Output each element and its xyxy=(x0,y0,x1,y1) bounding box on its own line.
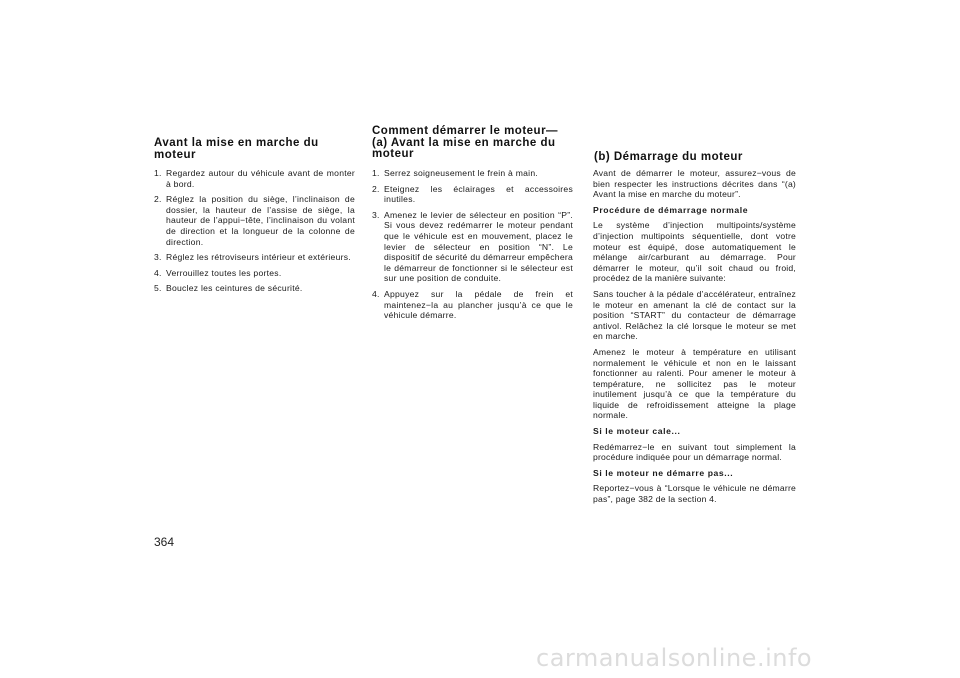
subheading: Si le moteur cale... xyxy=(593,426,681,437)
item-number: 4. xyxy=(372,288,380,299)
subheading: Procédure de démarrage normale xyxy=(593,204,749,215)
list-item xyxy=(154,252,355,263)
heading-line: Avant la mise en marche du xyxy=(154,137,319,149)
item-text: Verrouillez toutes les portes. xyxy=(166,267,282,278)
list-item xyxy=(154,268,355,279)
section-heading xyxy=(372,126,558,161)
paragraph: Le système d’injection multipoints/système d’injection multipoints séquentielle, dont votre moteur est équipé, dose automatiquement le mélange air/carburant au démarrage. Pour démarrer le moteur, qu’il soit chaud ou froid, procédez de la manière suivante: xyxy=(593,220,796,284)
item-number: 3. xyxy=(372,209,380,220)
heading-line: Comment démarrer le moteur— xyxy=(372,125,559,137)
item-text: Serrez soigneusement le frein à main. xyxy=(384,168,538,178)
page-number: 364 xyxy=(154,535,175,549)
heading-line: (a) Avant la mise en marche du xyxy=(372,136,556,149)
paragraph: Avant de démarrer le moteur, assurez−vous de bien respecter les instructions décrites dans “(a) Avant la mise en marche du moteur”. xyxy=(593,168,796,200)
paragraph: Amenez le moteur à température en utilisant normalement le véhicule et non en le laissant fonctionner au ralenti. Pour amener le moteur à température, ne sollicitez pas le moteur inutilement jusqu’à ce que la température du liquide de refroidissement atteigne la plage normale. xyxy=(593,346,796,421)
item-text: Bouclez les ceintures de sécurité. xyxy=(166,283,303,294)
section-body xyxy=(593,168,796,510)
list-item xyxy=(372,210,573,284)
item-text: Appuyez sur la pédale de frein et maintenez−la au plancher jusqu’à ce que le véhicule démarre. xyxy=(384,288,573,321)
checklist xyxy=(154,168,355,299)
list-item xyxy=(372,184,573,205)
list-item xyxy=(154,283,355,294)
list-item xyxy=(154,194,355,247)
list-item xyxy=(372,289,573,321)
item-text: Réglez les rétroviseurs intérieur et extérieurs. xyxy=(166,252,351,263)
item-number: 1. xyxy=(154,168,162,178)
paragraph: Sans toucher à la pédale d’accélérateur, entraînez le moteur en amenant la clé de contact sur la position “START” du contacteur de démarrage antivol. Relâchez la clé lorsque le moteur se met en marche. xyxy=(593,288,796,342)
section-heading xyxy=(154,138,319,161)
item-text: Réglez la position du siège, l’inclinaison de dossier, la hauteur de l’assise de siège, la hauteur de l’appui−tête, l’inclinaison du volant de direction et la longueur de la colonne de direction. xyxy=(166,194,355,247)
paragraph: Reportez−vous à “Lorsque le véhicule ne démarre pas”, page 382 de la section 4. xyxy=(593,483,796,505)
item-number: 4. xyxy=(154,267,162,278)
list-item xyxy=(154,168,355,189)
item-number: 2. xyxy=(372,183,380,194)
heading-line: moteur xyxy=(154,148,196,161)
steps-list xyxy=(372,168,573,326)
item-text: Amenez le levier de sélecteur en position “P”. Si vous devez redémarrer le moteur pendant que le véhicule est en mouvement, placez le levier de sélecteur en position “N”. Le dispositif de sécurité du démarreur empêchera le démarreur de fonctionner si le sélecteur est sur une position de conduite. xyxy=(384,209,573,284)
item-text: Regardez autour du véhicule avant de monter à bord. xyxy=(166,168,355,189)
heading-line: moteur xyxy=(372,148,414,160)
subheading: Si le moteur ne démarre pas... xyxy=(593,467,734,478)
item-number: 1. xyxy=(372,168,380,178)
item-number: 5. xyxy=(154,283,162,294)
list-item xyxy=(372,168,573,179)
section-heading: (b) Démarrage du moteur xyxy=(594,151,743,163)
item-number: 3. xyxy=(154,252,162,263)
watermark: carmanualsonline.info xyxy=(536,644,813,672)
item-text: Eteignez les éclairages et accessoires inutiles. xyxy=(384,183,573,205)
paragraph: Redémarrez−le en suivant tout simplement la procédure indiquée pour un démarrage normal. xyxy=(593,441,796,463)
item-number: 2. xyxy=(154,194,162,205)
